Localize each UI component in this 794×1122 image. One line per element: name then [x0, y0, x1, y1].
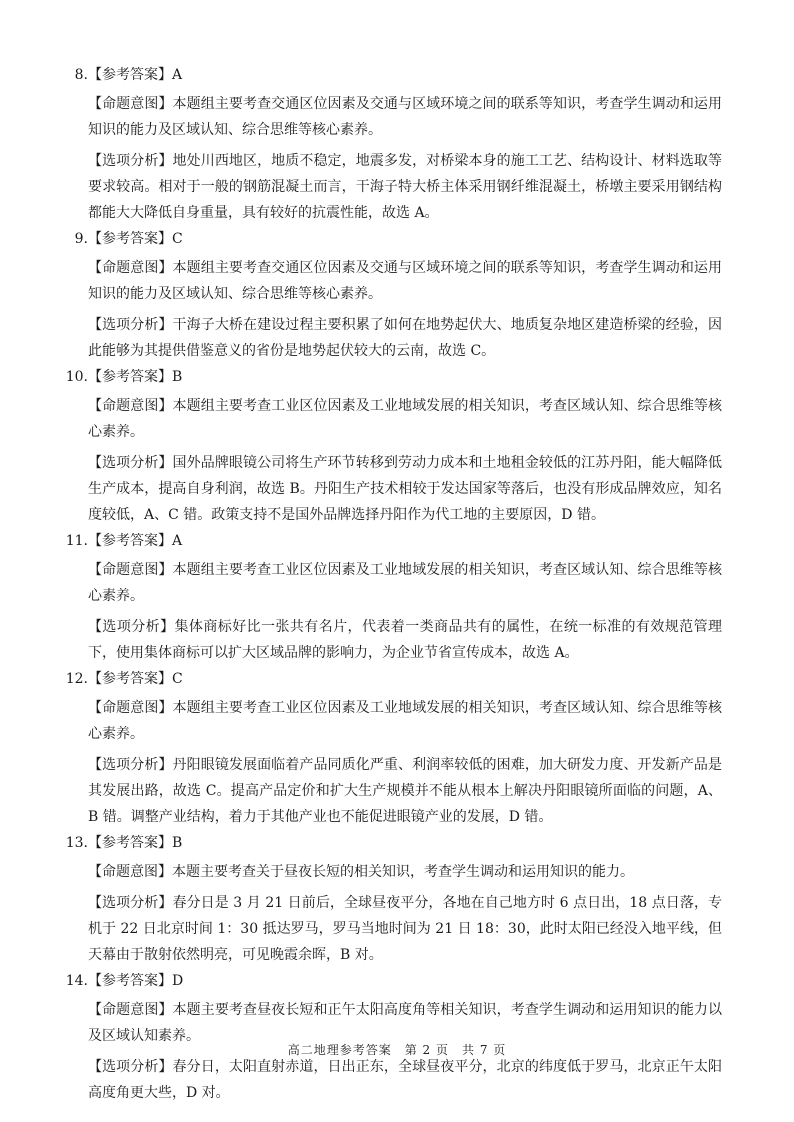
answer-value: B — [172, 835, 183, 851]
intent-label: 【命题意图】 — [88, 1002, 173, 1018]
analysis-label: 【选项分析】 — [88, 1059, 173, 1075]
intent-label: 【命题意图】 — [88, 562, 173, 578]
analysis-text: 国外品牌眼镜公司将生产环节转移到劳动力成本和土地租金较低的江苏丹阳，能大幅降低生产成本，提高自身利润，故选 B。丹阳生产技术相较于发达国家等落后，也没有形成品牌效应，知名度较低，A、C 错。政策支持不是国外品牌选择丹阳作为代工地的主要原因，D 错。 — [88, 455, 722, 523]
question-number: 8. — [74, 67, 88, 83]
analysis-paragraph — [62, 614, 722, 666]
answer-value: A — [172, 533, 183, 549]
analysis-text: 集体商标好比一张共有名片，代表着一类商品共有的属性，在统一标准的有效规范管理下，使用集体商标可以扩大区域品牌的影响力，为企业节省宣传成本，故选 A。 — [88, 619, 723, 661]
answer-line — [62, 364, 722, 390]
intent-text: 本题组主要考查工业区位因素及工业地域发展的相关知识，考查区域认知、综合思维等核心素养。 — [88, 700, 722, 742]
intent-text: 本题组主要考查交通区位因素及交通与区域环境之间的联系等知识，考查学生调动和运用知识的能力及区域认知、综合思维等核心素养。 — [88, 260, 722, 302]
question-9 — [62, 226, 722, 364]
answer-line — [62, 62, 722, 88]
analysis-label: 【选项分析】 — [88, 455, 173, 471]
answer-line — [62, 528, 722, 554]
answer-value: B — [172, 369, 183, 385]
answer-line — [62, 830, 722, 856]
answer-label: 【参考答案】 — [88, 835, 172, 851]
intent-text: 本题组主要考查交通区位因素及交通与区域环境之间的联系等知识，考查学生调动和运用知识的能力及区域认知、综合思维等核心素养。 — [88, 96, 722, 138]
question-14 — [62, 968, 722, 1106]
analysis-paragraph — [62, 1054, 722, 1106]
answer-value: C — [172, 231, 183, 247]
answer-value: D — [172, 973, 184, 989]
answer-label: 【参考答案】 — [88, 231, 172, 247]
intent-label: 【命题意图】 — [88, 398, 173, 414]
analysis-text: 丹阳眼镜发展面临着产品同质化严重、利润率较低的困难，加大研发力度、开发新产品是其发展出路，故选 C。提高产品定价和扩大生产规模并不能从根本上解决丹阳眼镜所面临的问题，A、B 错。调整产业结构，着力于其他产业也不能促进眼镜产业的发展，D 错。 — [88, 757, 722, 825]
page-footer: 高二地理参考答案 第 2 页 共 7 页 — [287, 1043, 507, 1057]
analysis-label: 【选项分析】 — [88, 317, 173, 333]
answer-label: 【参考答案】 — [88, 369, 172, 385]
question-number: 9. — [74, 231, 88, 247]
intent-label: 【命题意图】 — [88, 864, 172, 880]
analysis-text: 干海子大桥在建设过程主要积累了如何在地势起伏大、地质复杂地区建造桥梁的经验，因此能够为其提供借鉴意义的省份是地势起伏较大的云南，故选 C。 — [88, 317, 722, 359]
answer-line — [62, 226, 722, 252]
question-number: 13. — [65, 835, 88, 851]
analysis-paragraph — [62, 450, 722, 528]
question-11 — [62, 528, 722, 666]
analysis-label: 【选项分析】 — [88, 619, 175, 635]
answer-label: 【参考答案】 — [88, 671, 172, 687]
intent-label: 【命题意图】 — [88, 96, 173, 112]
intent-text: 本题主要考查关于昼夜长短的相关知识，考查学生调动和运用知识的能力。 — [172, 864, 634, 880]
answer-list — [62, 62, 722, 1106]
analysis-paragraph — [62, 148, 722, 226]
answer-value: C — [172, 671, 183, 687]
intent-paragraph — [62, 557, 722, 609]
analysis-label: 【选项分析】 — [88, 895, 173, 911]
intent-label: 【命题意图】 — [88, 700, 173, 716]
intent-text: 本题组主要考查工业区位因素及工业地域发展的相关知识，考查区域认知、综合思维等核心素养。 — [88, 562, 722, 604]
intent-paragraph — [62, 91, 722, 143]
question-number: 14. — [65, 973, 88, 989]
intent-paragraph — [62, 695, 722, 747]
analysis-label: 【选项分析】 — [88, 153, 173, 169]
question-13 — [62, 830, 722, 968]
analysis-paragraph — [62, 890, 722, 968]
analysis-text: 春分日是 3 月 21 日前后，全球昼夜平分，各地在自己地方时 6 点日出，18 点日落，专机于 22 日北京时间 1：30 抵达罗马，罗马当地时间为 21 日 18：30，此时太阳已经没入地平线，但天幕由于散射依然明亮，可见晚霞余晖，B 对。 — [88, 895, 723, 963]
analysis-text: 春分日，太阳直射赤道，日出正东，全球昼夜平分，北京的纬度低于罗马，北京正午太阳高度角更大些，D 对。 — [88, 1059, 722, 1101]
intent-text: 本题组主要考查工业区位因素及工业地域发展的相关知识，考查区域认知、综合思维等核心素养。 — [88, 398, 722, 440]
question-10 — [62, 364, 722, 528]
question-12 — [62, 666, 722, 830]
answer-label: 【参考答案】 — [88, 67, 172, 83]
question-number: 10. — [65, 369, 88, 385]
answer-label: 【参考答案】 — [88, 533, 172, 549]
answer-line — [62, 968, 722, 994]
intent-paragraph — [62, 255, 722, 307]
intent-paragraph — [62, 859, 722, 885]
question-8 — [62, 62, 722, 226]
answer-line — [62, 666, 722, 692]
question-number: 11. — [65, 533, 88, 549]
analysis-paragraph — [62, 752, 722, 830]
question-number: 12. — [65, 671, 88, 687]
analysis-label: 【选项分析】 — [88, 757, 173, 773]
intent-label: 【命题意图】 — [88, 260, 173, 276]
answer-label: 【参考答案】 — [88, 973, 172, 989]
analysis-paragraph — [62, 312, 722, 364]
analysis-text: 地处川西地区，地质不稳定，地震多发，对桥梁本身的施工工艺、结构设计、材料选取等要求较高。相对于一般的钢筋混凝土而言，干海子特大桥主体采用钢纤维混凝土，桥墩主要采用钢结构都能大大降低自身重量，具有较好的抗震性能，故选 A。 — [88, 153, 722, 221]
answer-value: A — [172, 67, 183, 83]
intent-text: 本题主要考查昼夜长短和正午太阳高度角等相关知识，考查学生调动和运用知识的能力以及区域认知素养。 — [88, 1002, 722, 1044]
intent-paragraph — [62, 393, 722, 445]
